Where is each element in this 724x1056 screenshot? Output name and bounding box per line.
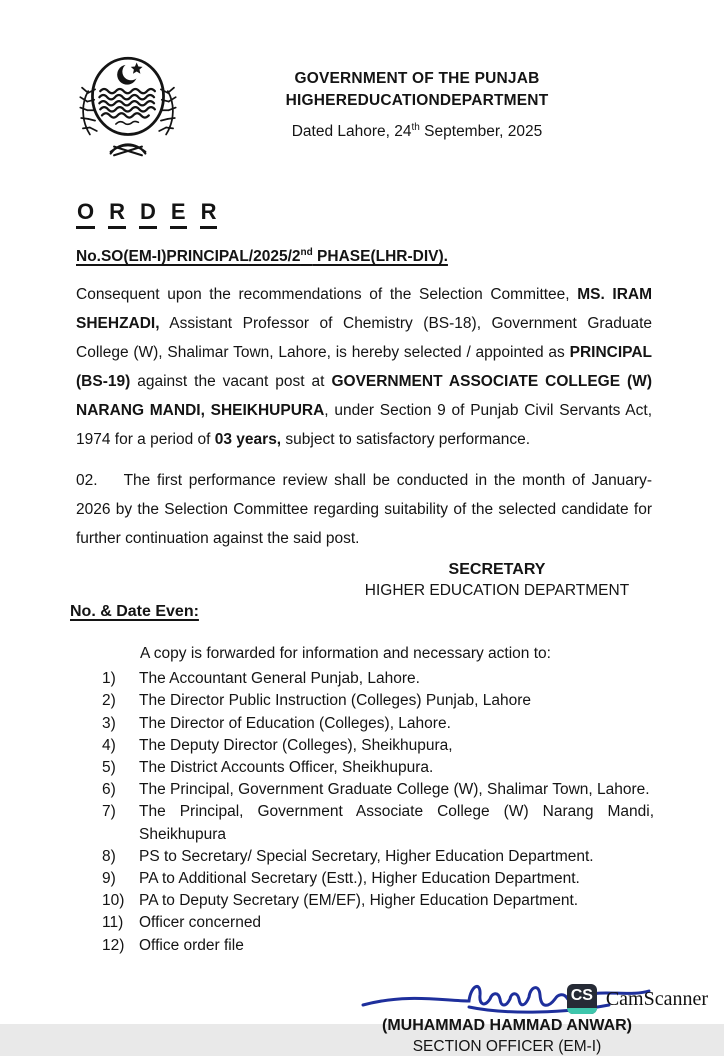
header-text-block xyxy=(180,46,654,169)
list-item: 5) The District Accounts Officer, Sheikhupura. xyxy=(102,758,434,776)
distribution-list xyxy=(102,668,654,957)
list-item: 7) The Principal, Government Associate College (W) Narang Mandi, Sheikhupura xyxy=(102,803,654,843)
order-title: O R D E R xyxy=(76,199,724,229)
government-name: GOVERNMENT OF THE PUNJAB xyxy=(294,70,540,87)
paragraph-number: 02. xyxy=(76,472,98,490)
reference-number: No.SO(EM-I)PRINCIPAL/2025/2nd PHASE(LHR-DIV). xyxy=(76,247,448,266)
order-paragraph-1: Consequent upon the recommendations of the Selection Committee, MS. IRAM SHEHZADI, Assistant Professor of Chemistry (BS-18), Government Graduate College (W), Shalimar Town, Lahore, is hereby selected / appointed as PRINCIPAL (BS-19) against the vacant post at GOVERNMENT ASSOCIATE COLLEGE (W) NARANG MANDI, SHEIKHUPURA, under Section 9 of Punjab Civil Servants Act, 1974 for a period of 03 years, subject to satisfactory performance. xyxy=(76,286,653,449)
list-item: 12) Office order file xyxy=(102,936,244,954)
camscanner-watermark xyxy=(567,984,708,1014)
signatory-title: SECTION OFFICER (EM-I) xyxy=(412,1037,602,1055)
secretary-title: SECRETARY xyxy=(448,561,546,579)
signatory-name: (MUHAMMAD HAMMAD ANWAR) xyxy=(381,1016,633,1034)
list-item: 4) The Deputy Director (Colleges), Sheikhupura, xyxy=(102,736,453,754)
list-item: 2) The Director Public Instruction (Colleges) Punjab, Lahore xyxy=(102,692,531,710)
date-line: Dated Lahore, 24th September, 2025 xyxy=(291,122,543,141)
order-paragraph-2: 02. The first performance review shall be conducted in the month of January-2026 by the Selection Committee regarding suitability of the selected candidate for further continuation against the said post. xyxy=(76,472,652,548)
camscanner-logo-icon: CS xyxy=(567,984,597,1014)
secretary-signoff xyxy=(332,559,662,601)
distribution-intro: A copy is forwarded for information and necessary action to: xyxy=(140,645,551,663)
list-item: 11) Officer concerned xyxy=(102,914,262,932)
list-item: 8) PS to Secretary/ Special Secretary, Higher Education Department. xyxy=(102,847,594,865)
camscanner-label: CamScanner xyxy=(605,987,708,1010)
list-item: 9) PA to Additional Secretary (Estt.), Higher Education Department. xyxy=(102,869,580,887)
punjab-crest-icon xyxy=(76,46,180,169)
list-item: 6) The Principal, Government Graduate College (W), Shalimar Town, Lahore. xyxy=(102,781,650,799)
list-item: 1) The Accountant General Punjab, Lahore. xyxy=(102,670,420,688)
secretary-department: HIGHER EDUCATION DEPARTMENT xyxy=(364,582,630,600)
list-item: 10) PA to Deputy Secretary (EM/EF), Higher Education Department. xyxy=(102,892,579,910)
department-name: HIGHEREDUCATIONDEPARTMENT xyxy=(285,92,549,109)
list-item: 3) The Director of Education (Colleges), Lahore. xyxy=(102,714,451,732)
document-header xyxy=(0,0,724,169)
number-date-even-label: No. & Date Even: xyxy=(70,603,199,621)
